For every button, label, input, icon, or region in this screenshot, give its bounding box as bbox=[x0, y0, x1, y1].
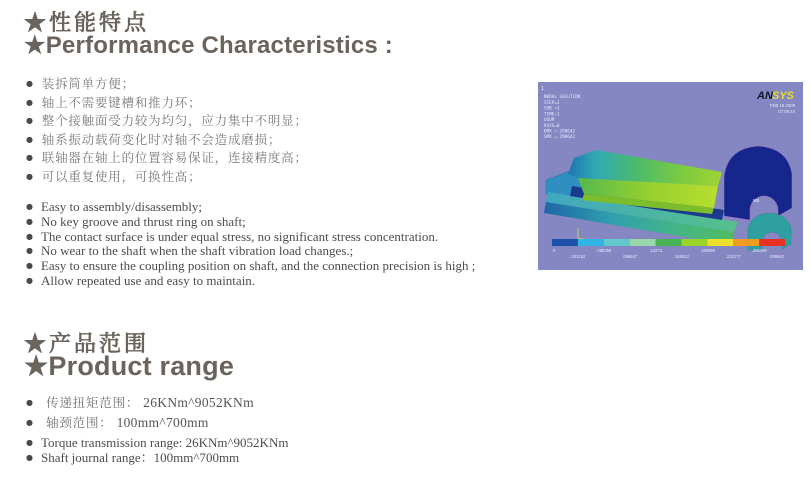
stat-line: RSYS=0 bbox=[544, 123, 560, 129]
colorbar-label: .232277 bbox=[725, 254, 741, 259]
mx-marker: MX bbox=[753, 198, 760, 203]
perf-bullet-cn: ● 可以重复使用，可换性高； bbox=[26, 168, 308, 187]
perf-bullet-en: ● No key groove and thrust ring on shaft; bbox=[26, 215, 475, 230]
product-range-bullet-en: ● Torque transmission range: 26KNm^9052KNm bbox=[26, 436, 288, 451]
stat-line: USUM bbox=[544, 118, 555, 124]
bullet-value: 26KNm^9052KNm bbox=[143, 395, 254, 410]
colorbar-label: 0 bbox=[553, 248, 556, 253]
perf-bullet-en: ● Easy to assembly/disassembly; bbox=[26, 200, 475, 215]
colorbar-label: .165912 bbox=[673, 254, 690, 259]
performance-title-en: ★Performance Characteristics : bbox=[24, 32, 393, 59]
product-range-bullet-en: ● Shaft journal range：100mm^700mm bbox=[26, 451, 288, 466]
performance-bullets-cn bbox=[26, 75, 308, 187]
product-range-bullets-cn bbox=[26, 393, 254, 432]
colorbar-label: .298642 bbox=[768, 254, 784, 259]
ansys-logo bbox=[756, 90, 795, 102]
perf-bullet-en: ● The contact surface is under equal stress, no significant stress concentration. bbox=[26, 230, 475, 245]
performance-title-cn: ★性能特点 bbox=[24, 10, 150, 35]
colorbar-label: .265459 bbox=[751, 248, 767, 253]
ansys-simulation-image bbox=[538, 82, 803, 270]
stat-line: SMX =.298642 bbox=[544, 135, 576, 141]
stat-line: STEP=1 bbox=[544, 101, 560, 106]
perf-bullet-en: ● No wear to the shaft when the shaft vibration load changes.; bbox=[26, 244, 475, 259]
product-range-bullet-cn bbox=[26, 413, 254, 433]
performance-bullets-en bbox=[26, 200, 475, 289]
product-range-bullet-cn bbox=[26, 393, 254, 413]
product-range-title-en: ★Product range bbox=[24, 351, 235, 381]
perf-bullet-cn: ● 联轴器在轴上的位置容易保证，连接精度高； bbox=[26, 149, 308, 168]
product-range-title-cn: ★产品范围 bbox=[24, 331, 150, 356]
ansys-window-label: 1 bbox=[541, 86, 544, 92]
ansys-logo-sys: SYS bbox=[772, 90, 795, 102]
stat-line: NODAL SOLUTION bbox=[544, 95, 581, 100]
stat-line: TIME=1 bbox=[544, 112, 560, 118]
perf-bullet-en: ● Allow repeated use and easy to maintain. bbox=[26, 274, 475, 289]
bullet-label: 传递扭矩范围： bbox=[46, 396, 140, 410]
colorbar-label: .033182 bbox=[570, 254, 586, 259]
perf-bullet-cn: ● 轴系振动载荷变化时对轴不会造成磨损； bbox=[26, 131, 308, 150]
ansys-fea-plot bbox=[538, 82, 803, 270]
perf-bullet-cn: ● 轴上不需要键槽和推力环； bbox=[26, 94, 308, 113]
colorbar-label: .13273 bbox=[649, 248, 663, 253]
bullet-label: 轴颈范围： bbox=[46, 415, 113, 430]
ansys-logo-an: AN bbox=[757, 90, 773, 102]
perf-bullet-en: ● Easy to ensure the coupling position on shaft, and the connection precision is high ; bbox=[26, 259, 475, 274]
ansys-date: FEB 18 2009 bbox=[769, 103, 795, 108]
colorbar-label: .099547 bbox=[622, 254, 638, 259]
colorbar-label: .066365 bbox=[596, 248, 612, 253]
perf-bullet-cn: ● 整个接触面受力较为均匀，应力集中不明显； bbox=[26, 112, 308, 131]
stat-line: DMX =.298642 bbox=[544, 129, 576, 135]
ansys-time: 07:08:44 bbox=[778, 109, 795, 114]
perf-bullet-cn: ● 装拆简单方便； bbox=[26, 75, 308, 94]
product-range-bullets-en bbox=[26, 436, 288, 466]
colorbar-label: .199095 bbox=[699, 248, 715, 253]
stat-line: SUB =1 bbox=[544, 106, 560, 112]
bullet-value: 100mm^700mm bbox=[116, 414, 209, 430]
